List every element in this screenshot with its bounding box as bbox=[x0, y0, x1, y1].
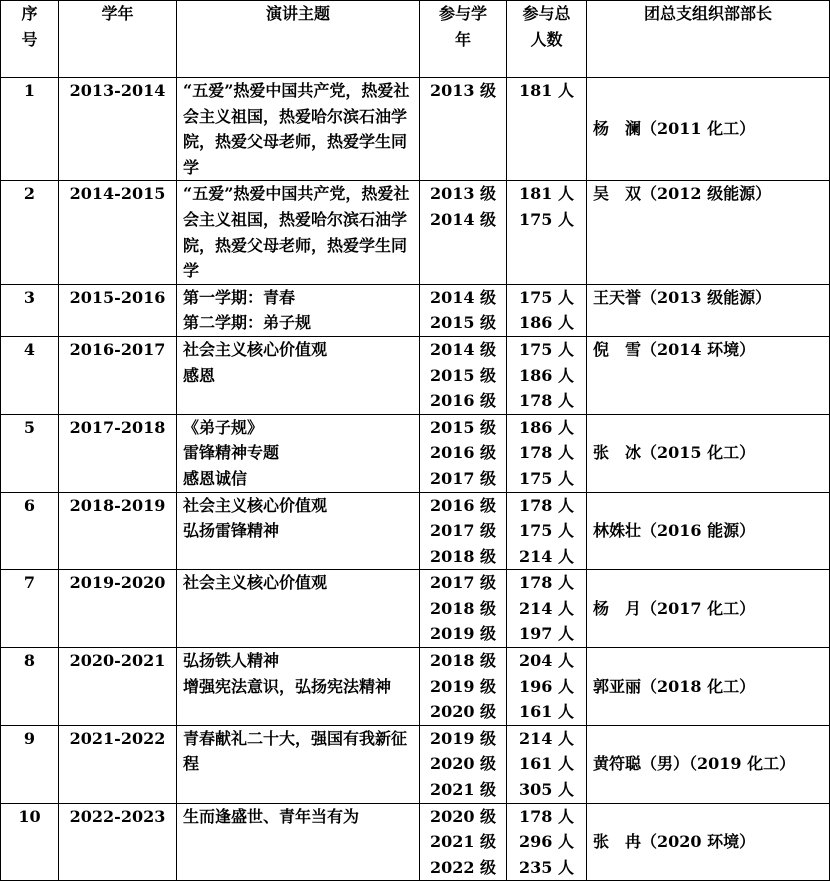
grade-line: 2018 级 bbox=[429, 598, 497, 618]
grade-line: 2013 级 bbox=[429, 184, 497, 204]
count-cell bbox=[507, 725, 587, 803]
grade-cell bbox=[420, 284, 507, 336]
count-line: 181 人 bbox=[519, 81, 574, 100]
academic-year-cell: 2018-2019 bbox=[59, 492, 177, 570]
topic-line: 第一学期：青春 bbox=[183, 287, 296, 307]
table-row bbox=[1, 570, 830, 648]
grade-line: 2014 级 bbox=[429, 287, 497, 307]
grade-cell bbox=[420, 648, 507, 726]
academic-year-cell: 2015-2016 bbox=[59, 284, 177, 336]
grade-cell bbox=[420, 803, 507, 881]
topic-text: 社会主义核心价值观 bbox=[183, 573, 328, 593]
grade-line: 2019 级 bbox=[429, 728, 497, 748]
table-row bbox=[1, 414, 830, 492]
header-leader: 团总支组织部部长 bbox=[587, 1, 830, 78]
table-row bbox=[1, 181, 830, 284]
topic-cell bbox=[177, 78, 420, 181]
count-line: 178 人 bbox=[519, 443, 574, 463]
count-line: 197 人 bbox=[519, 624, 574, 644]
topic-text: 生而逢盛世、青年当有为 bbox=[183, 806, 360, 826]
leader-cell: 林姝壮（2016 能源） bbox=[587, 492, 830, 570]
grade-line: 2016 级 bbox=[429, 495, 497, 515]
academic-year-cell: 2016-2017 bbox=[59, 336, 177, 414]
count-line: 296 人 bbox=[519, 832, 574, 852]
count-line: 175 人 bbox=[519, 468, 574, 488]
count-line: 181 人 bbox=[519, 184, 574, 204]
grade-line: 2015 级 bbox=[429, 313, 497, 333]
topic-line: 社会主义核心价值观 bbox=[183, 339, 328, 359]
topic-line: 增强宪法意识，弘扬宪法精神 bbox=[183, 676, 392, 696]
topic-cell bbox=[177, 492, 420, 570]
row-number-cell: 10 bbox=[1, 803, 59, 881]
table-body bbox=[1, 78, 830, 881]
header-no: 序号 bbox=[1, 1, 59, 78]
academic-year-cell: 2019-2020 bbox=[59, 570, 177, 648]
row-number-cell: 5 bbox=[1, 414, 59, 492]
topic-line: 雷锋精神专题 bbox=[183, 443, 280, 463]
grade-line: 2014 级 bbox=[429, 339, 497, 359]
row-number-cell: 7 bbox=[1, 570, 59, 648]
table-row bbox=[1, 648, 830, 726]
grade-line: 2016 级 bbox=[429, 391, 497, 411]
grade-line: 2022 级 bbox=[429, 857, 497, 877]
row-number-cell: 9 bbox=[1, 725, 59, 803]
topic-text: “五爱”热爱中国共产党，热爱社会主义祖国，热爱哈尔滨石油学院，热爱父母老师，热爱学生同学 bbox=[183, 184, 410, 281]
count-line: 186 人 bbox=[519, 417, 574, 437]
topic-line: 弘扬铁人精神 bbox=[183, 651, 280, 671]
topic-cell bbox=[177, 725, 420, 803]
header-grade: 参与学年 bbox=[420, 1, 507, 78]
leader-cell: 杨 澜（2011 化工） bbox=[587, 78, 830, 181]
grade-line: 2020 级 bbox=[429, 806, 497, 826]
topic-cell bbox=[177, 181, 420, 284]
count-line: 161 人 bbox=[519, 754, 574, 774]
topic-line: 感恩 bbox=[183, 365, 216, 385]
grade-line: 2020 级 bbox=[429, 702, 497, 722]
topic-cell bbox=[177, 284, 420, 336]
count-cell bbox=[507, 78, 587, 181]
count-line: 175 人 bbox=[519, 521, 574, 541]
academic-year-cell: 2014-2015 bbox=[59, 181, 177, 284]
row-number-cell: 8 bbox=[1, 648, 59, 726]
grade-line: 2021 级 bbox=[429, 832, 497, 852]
row-number-cell: 3 bbox=[1, 284, 59, 336]
grade-line: 2014 级 bbox=[429, 209, 497, 229]
table-header-row bbox=[1, 1, 830, 78]
leader-cell: 张 冉（2020 环境） bbox=[587, 803, 830, 881]
grade-cell bbox=[420, 181, 507, 284]
grade-line: 2018 级 bbox=[429, 651, 497, 671]
row-number-cell: 4 bbox=[1, 336, 59, 414]
table-row bbox=[1, 803, 830, 881]
academic-year-cell: 2017-2018 bbox=[59, 414, 177, 492]
topic-line: 第二学期：弟子规 bbox=[183, 313, 312, 333]
count-cell bbox=[507, 648, 587, 726]
grade-cell bbox=[420, 336, 507, 414]
leader-cell: 黄符聪（男）（2019 化工） bbox=[587, 725, 830, 803]
count-line: 235 人 bbox=[519, 857, 574, 877]
count-line: 175 人 bbox=[519, 287, 574, 307]
grade-cell bbox=[420, 78, 507, 181]
count-cell bbox=[507, 803, 587, 881]
topic-cell bbox=[177, 648, 420, 726]
count-line: 175 人 bbox=[519, 339, 574, 359]
academic-year-cell: 2021-2022 bbox=[59, 725, 177, 803]
count-line: 175 人 bbox=[519, 209, 574, 229]
grade-line: 2017 级 bbox=[429, 468, 497, 488]
count-line: 305 人 bbox=[519, 780, 574, 800]
grade-line: 2021 级 bbox=[429, 780, 497, 800]
row-number-cell: 6 bbox=[1, 492, 59, 570]
academic-year-cell: 2020-2021 bbox=[59, 648, 177, 726]
count-line: 178 人 bbox=[519, 391, 574, 411]
header-year: 学年 bbox=[59, 1, 177, 78]
leader-cell: 郭亚丽（2018 化工） bbox=[587, 648, 830, 726]
topic-line: 弘扬雷锋精神 bbox=[183, 521, 280, 541]
header-total: 参与总人数 bbox=[507, 1, 587, 78]
topic-cell bbox=[177, 414, 420, 492]
topic-line: 感恩诚信 bbox=[183, 468, 248, 488]
grade-line: 2017 级 bbox=[429, 521, 497, 541]
grade-line: 2018 级 bbox=[429, 546, 497, 566]
table-row bbox=[1, 336, 830, 414]
topic-line: 社会主义核心价值观 bbox=[183, 495, 328, 515]
leader-cell: 吴 双（2012 级能源） bbox=[587, 181, 830, 284]
topic-line: 《弟子规》 bbox=[183, 417, 264, 437]
count-cell bbox=[507, 570, 587, 648]
grade-line: 2013 级 bbox=[429, 81, 497, 100]
count-line: 186 人 bbox=[519, 313, 574, 333]
grade-line: 2016 级 bbox=[429, 443, 497, 463]
grade-line: 2020 级 bbox=[429, 754, 497, 774]
grade-cell bbox=[420, 570, 507, 648]
leader-cell: 倪 雪（2014 环境） bbox=[587, 336, 830, 414]
topic-cell bbox=[177, 570, 420, 648]
row-number-cell: 1 bbox=[1, 78, 59, 181]
count-line: 214 人 bbox=[519, 598, 574, 618]
topic-cell bbox=[177, 803, 420, 881]
count-cell bbox=[507, 181, 587, 284]
count-line: 178 人 bbox=[519, 573, 574, 593]
header-topic: 演讲主题 bbox=[177, 1, 420, 78]
count-line: 196 人 bbox=[519, 676, 574, 696]
table-row bbox=[1, 492, 830, 570]
row-number-cell: 2 bbox=[1, 181, 59, 284]
topic-text: 青春献礼二十大，强国有我新征程 bbox=[183, 728, 408, 774]
academic-year-cell: 2022-2023 bbox=[59, 803, 177, 881]
topic-text: “五爱”热爱中国共产党，热爱社会主义祖国，热爱哈尔滨石油学院，热爱父母老师，热爱学生同学 bbox=[183, 81, 410, 177]
count-cell bbox=[507, 492, 587, 570]
grade-line: 2015 级 bbox=[429, 365, 497, 385]
grade-cell bbox=[420, 725, 507, 803]
count-line: 178 人 bbox=[519, 806, 574, 826]
grade-line: 2015 级 bbox=[429, 417, 497, 437]
table-row bbox=[1, 725, 830, 803]
table-row bbox=[1, 284, 830, 336]
grade-line: 2019 级 bbox=[429, 676, 497, 696]
count-cell bbox=[507, 284, 587, 336]
academic-year-cell: 2013-2014 bbox=[59, 78, 177, 181]
count-cell bbox=[507, 336, 587, 414]
count-cell bbox=[507, 414, 587, 492]
grade-cell bbox=[420, 492, 507, 570]
leader-cell: 杨 月（2017 化工） bbox=[587, 570, 830, 648]
grade-line: 2019 级 bbox=[429, 624, 497, 644]
grade-line: 2017 级 bbox=[429, 573, 497, 593]
count-line: 204 人 bbox=[519, 651, 574, 671]
count-line: 186 人 bbox=[519, 365, 574, 385]
count-line: 161 人 bbox=[519, 702, 574, 722]
count-line: 178 人 bbox=[519, 495, 574, 515]
topic-cell bbox=[177, 336, 420, 414]
count-line: 214 人 bbox=[519, 728, 574, 748]
table-row bbox=[1, 78, 830, 181]
leader-cell: 王天誉（2013 级能源） bbox=[587, 284, 830, 336]
count-line: 214 人 bbox=[519, 546, 574, 566]
grade-cell bbox=[420, 414, 507, 492]
leader-cell: 张 冰（2015 化工） bbox=[587, 414, 830, 492]
